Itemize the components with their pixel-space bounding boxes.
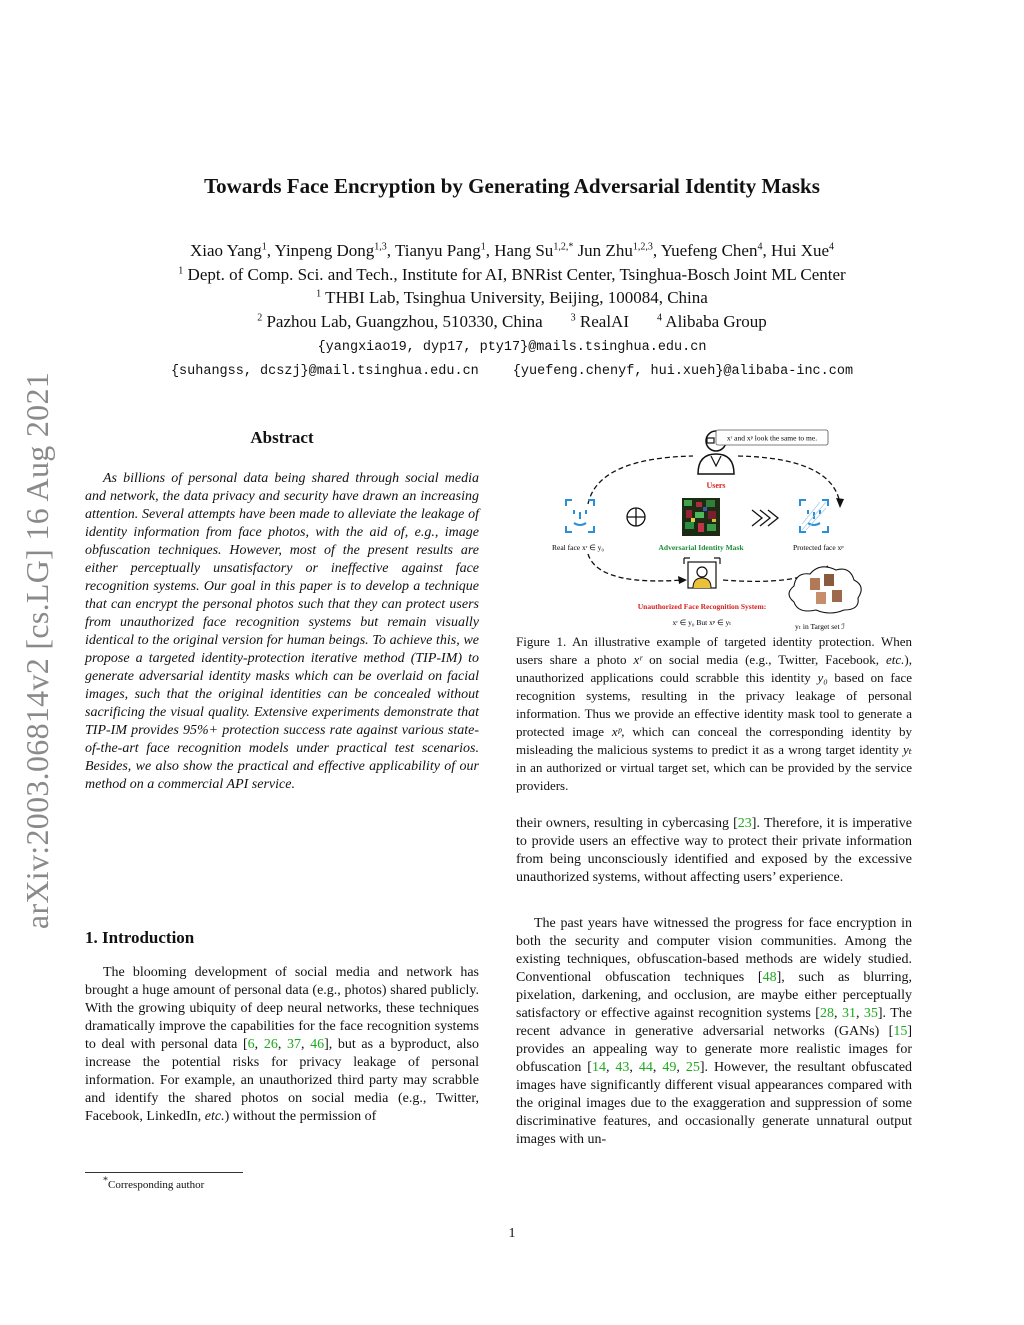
- citation-link[interactable]: 43: [615, 1060, 630, 1075]
- citation-link[interactable]: 28: [819, 1006, 834, 1021]
- affiliation-line: $^2$ Pazhou Lab, Guangzhou, 510330, China $^3$ RealAI $^4$ Alibaba Group: [257, 312, 767, 331]
- affiliation-line: $^1$ Dept. of Comp. Sci. and Tech., Institute for AI, BNRist Center, Tsinghua-Bosch Joint ML Center: [178, 265, 846, 284]
- speech-bubble: [716, 430, 828, 445]
- unauthorized-system-icon: [684, 558, 720, 588]
- citation-link[interactable]: 48: [762, 970, 777, 985]
- citation-link[interactable]: 15: [893, 1024, 908, 1039]
- introduction-paragraph: The blooming development of social media and network has brought a huge amount of personal data (e.g., photos) shared publicly. With the growing ubiquity of deep neural networks, these techniques dramatically improve the capabilities for the face recognition systems to deal with personal data [6, 26, 37, 46], but as a byproduct, also increase the potential risks for privacy leakage of personal information. For example, an unauthorized third party may scrabble and identify the shared photos on social media (e.g., Twitter, Facebook, LinkedIn, etc.) without the permission of: [85, 965, 480, 1124]
- arxiv-identifier-text: arXiv:2003.06814v2 [cs.LG] 16 Aug 2021: [19, 371, 56, 929]
- adversarial-mask-image: [682, 498, 720, 536]
- author: Tianyu Pang$^1$,: [394, 241, 495, 260]
- real-face-label: Real face xʳ ∈ y₀: [552, 543, 605, 552]
- arrowhead: [836, 498, 844, 508]
- citation-link[interactable]: 25: [685, 1060, 700, 1075]
- email-group: {yuefeng.chenyf, hui.xueh}@alibaba-inc.com: [512, 364, 854, 379]
- author: Hui Xue$^4$: [770, 241, 835, 260]
- flow-arrow: [588, 554, 683, 581]
- target-set-cloud: [789, 567, 861, 613]
- citation-link[interactable]: 31: [841, 1006, 856, 1021]
- users-label: Users: [706, 481, 726, 490]
- author: Yuefeng Chen$^4$,: [660, 241, 771, 260]
- target-set-label: yₜ in Target set ℐ: [795, 622, 845, 631]
- citation-link[interactable]: 35: [863, 1006, 878, 1021]
- flow-arrow: [588, 456, 693, 504]
- author: Hang $Su^{1,2,*}$: [494, 241, 574, 260]
- author: Jun Zhu$^{1,2,3}$,: [577, 241, 661, 260]
- figure-1: [548, 426, 888, 640]
- footnote: *Corresponding author: [103, 1175, 205, 1191]
- system-label: Unauthorized Face Recognition System:: [637, 602, 767, 611]
- citation-link[interactable]: 6: [247, 1037, 255, 1052]
- chevron-right-icon: [752, 510, 778, 526]
- speech-text: xʳ and xᵖ look the same to me.: [726, 433, 818, 443]
- citation-link[interactable]: 14: [591, 1060, 606, 1075]
- citation-link[interactable]: 26: [263, 1037, 278, 1052]
- abstract-heading: Abstract: [250, 428, 314, 447]
- body-paragraph: The past years have witnessed the progress for face encryption in both the security and computer vision communities. Among the existing techniques, obfuscation-based methods are widely studied. Conventional obfuscation techniques [48], such as blurring, pixelation, darkening, and occlusion, are maybe either perceptually satisfactory or effective against recognition systems [28, 31, 35]. The recent advance in generative adversarial networks (GANs) [15] provides an appealing way to generate more realistic images for obfuscation [14, 43, 44, 49, 25]. However, the resultant obfuscated images have significantly different visual appearances compared with the original images due to the exaggeration and suppression of some discriminative features, and occasionally generate unnatural output images with un-: [516, 916, 913, 1147]
- abstract-text: As billions of personal data being shared through social media and network, the data privacy and security have drawn an increasing attention. Several attempts have been made to alleviate the leakage of identity information from face photos, with the aid of, e.g., image obfuscation techniques. However, most of the present results are either perceptually unsatisfactory or ineffective against face recognition systems. Our goal in this paper is to develop a technique that can encrypt the personal photos such that they can protect users from unauthorized face recognition systems but remain visually identical to the original version for human beings. To achieve this, we propose a targeted identity-protection iterative method (TIP-IM) to generate adversarial identity masks which can be overlaid on facial images, such that the original identities can be concealed without sacrificing the visual quality. Extensive experiments demonstrate that TIP-IM provides 95%+ protection success rate against various state-of-the-art face recognition models under practical test scenarios. Besides, we also show the practical and effective applicability of our method on a commercial API service.: [85, 471, 479, 792]
- page-number: 1: [508, 1226, 516, 1241]
- real-face-icon: [566, 500, 594, 532]
- citation-link[interactable]: 37: [286, 1037, 301, 1052]
- paper-title: Towards Face Encryption by Generating Adversarial Identity Masks: [204, 174, 820, 198]
- citation-link[interactable]: 23: [737, 816, 752, 831]
- figure-1-caption: Figure 1. An illustrative example of targeted identity protection. When users share a photo xʳ on social media (e.g., Twitter, Facebook, etc.), unauthorized applications could scrabble this identity y₀ based on face recognition systems, resulting in the privacy leakage of personal information. Thus we provide an effective identity mask tool to generate a protected image xᵖ, which can conceal the corresponding identity by misleading the malicious systems to predict it as a wrong target identity yₜ in an authorized or virtual target set, which can be provided by the service providers.: [516, 634, 913, 793]
- author: Yinpeng Dong$^{1,3}$,: [274, 241, 395, 260]
- citation-link[interactable]: 46: [310, 1037, 325, 1052]
- flow-arrow: [738, 456, 840, 504]
- protected-face-label: Protected face xᵖ: [793, 543, 844, 552]
- citation-link[interactable]: 44: [638, 1060, 653, 1075]
- citation-link[interactable]: 49: [662, 1060, 677, 1075]
- author: Xiao Yang$^1$,: [189, 241, 275, 260]
- mask-label: Adversarial Identity Mask: [658, 543, 744, 552]
- arxiv-identifier: [14, 350, 62, 950]
- email-line: [0, 364, 1024, 379]
- body-paragraph: their owners, resulting in cybercasing [23]. Therefore, it is imperative to provide users an effective way to protect their private information from being unconsciously identified and exposed by the excessive unauthorized systems, without affecting users’ experience.: [516, 816, 912, 885]
- author-list: [0, 241, 1024, 261]
- affiliation-line: $^1$ THBI Lab, Tsinghua University, Beijing, 100084, China: [316, 288, 708, 307]
- email-line: {yangxiao19, dyp17, pty17}@mails.tsinghua.edu.cn: [317, 340, 707, 355]
- section-heading-introduction: 1. Introduction: [85, 928, 195, 947]
- plus-icon: [627, 508, 645, 526]
- footnote-divider: [85, 1172, 243, 1173]
- email-group: {suhangss, dcszj}@mail.tsinghua.edu.cn: [170, 364, 479, 379]
- figure-1-diagram: [548, 426, 888, 640]
- system-sublabel: xʳ ∈ y₀ But xᵖ ∈ yₜ: [672, 618, 732, 627]
- arrowhead: [678, 576, 687, 584]
